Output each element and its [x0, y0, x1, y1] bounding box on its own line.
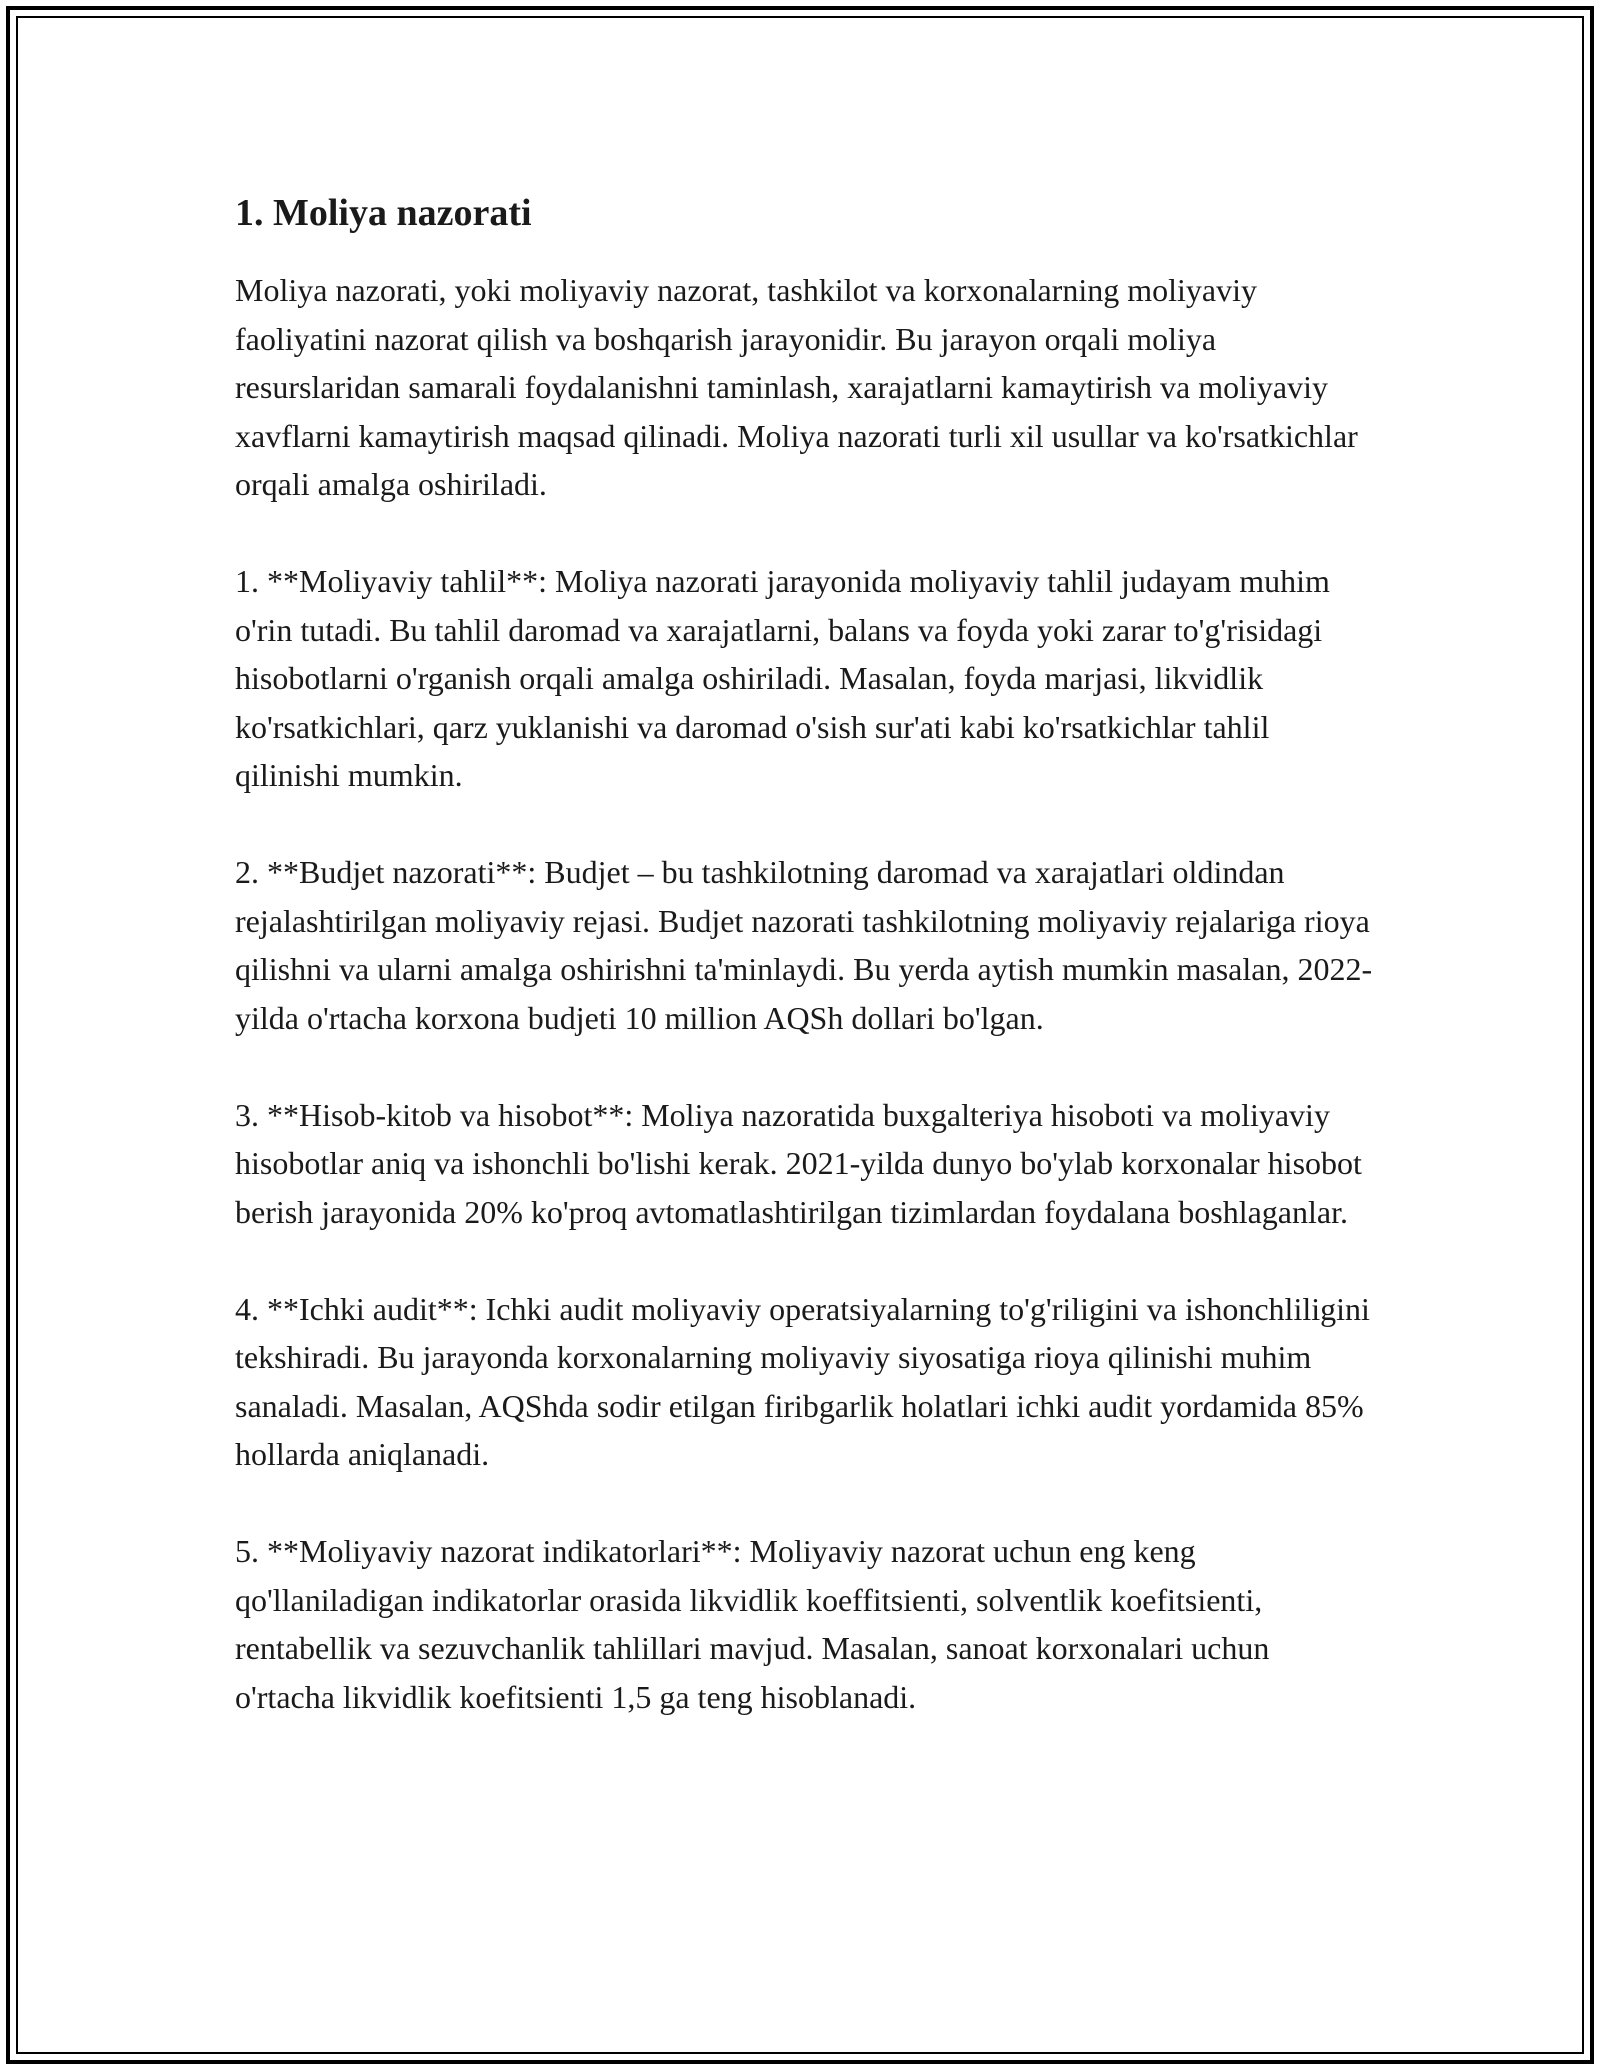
intro-paragraph: Moliya nazorati, yoki moliyaviy nazorat, tashkilot va korxonalarning moliyaviy faoliyatini nazorat qilish va boshqarish jarayonidir. Bu jarayon orqali moliya resurslaridan samarali foydalanishni taminlash, xarajatlarni kamaytirish va moliyaviy xavflarni kamaytirish maqsad qilinadi. Moliya nazorati turli xil usullar va ko'rsatkichlar orqali amalga oshiriladi. [235, 272, 1358, 502]
document-title: 1. Moliya nazorati [235, 192, 532, 234]
paragraph-moliyaviy-tahlil: 1. **Moliyaviy tahlil**: Moliya nazorati jarayonida moliyaviy tahlil judayam muhim o'rin tutadi. Bu tahlil daromad va xarajatlarni, balans va foyda yoki zarar to'g'risidagi hisobotlarni o'rganish orqali amalga oshiriladi. Masalan, foyda marjasi, likvidlik ko'rsatkichlari, qarz yuklanishi va daromad o'sish sur'ati kabi ko'rsatkichlar tahlil qilinishi mumkin. [235, 563, 1330, 793]
paragraph-nazorat-indikatorlari: 5. **Moliyaviy nazorat indikatorlari**: Moliyaviy nazorat uchun eng keng qo'llaniladigan indikatorlar orasida likvidlik koeffitsienti, solventlik koefitsienti, rentabellik va sezuvchanlik tahlillari mavjud. Masalan, sanoat korxonalari uchun o'rtacha likvidlik koefitsienti 1,5 ga teng hisoblanadi. [235, 1533, 1270, 1715]
paragraph-budjet-nazorati: 2. **Budjet nazorati**: Budjet – bu tashkilotning daromad va xarajatlari oldindan rejalashtirilgan moliyaviy rejasi. Budjet nazorati tashkilotning moliyaviy rejalariga rioya qilishni va ularni amalga oshirishni ta'minlaydi. Bu yerda aytish mumkin masalan, 2022-yilda o'rtacha korxona budjeti 10 million AQSh dollari bo'lgan. [235, 854, 1373, 1036]
paragraph-hisob-kitob: 3. **Hisob-kitob va hisobot**: Moliya nazoratida buxgalteriya hisoboti va moliyaviy hisobotlar aniq va ishonchli bo'lishi kerak. 2021-yilda dunyo bo'ylab korxonalar hisobot berish jarayonida 20% ko'proq avtomatlashtirilgan tizimlardan foydalana boshlaganlar. [235, 1096, 1362, 1230]
document-body [235, 186, 1375, 1721]
paragraph-ichki-audit: 4. **Ichki audit**: Ichki audit moliyaviy operatsiyalarning to'g'riligini va ishonchliligini tekshiradi. Bu jarayonda korxonalarning moliyaviy siyosatiga rioya qilinishi muhim sanaladi. Masalan, AQShda sodir etilgan firibgarlik holatlari ichki audit yordamida 85% hollarda aniqlanadi. [235, 1290, 1370, 1472]
